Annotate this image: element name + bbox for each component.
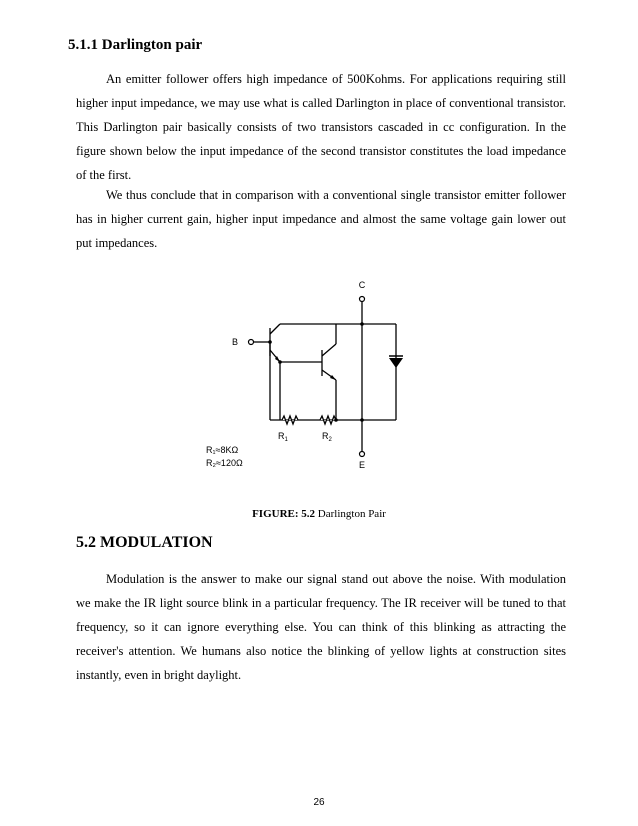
label-r1 bbox=[278, 431, 289, 443]
junction-dot bbox=[360, 418, 364, 422]
terminal-c-icon bbox=[360, 297, 365, 302]
paragraph-text: Modulation is the answer to make our signal stand out above the noise. With modulation we make the IR light source blink in a particular frequency. The IR receiver will be tuned to that frequency, so it can ignore everything else. You can think of this blinking as attracting the receiver's attention. We humans also notice the blinking of yellow lights at construction sites instantly, even in bright daylight. bbox=[76, 572, 566, 682]
diode-icon bbox=[389, 358, 403, 368]
figure-caption-text: Darlington Pair bbox=[317, 508, 386, 520]
junction-dot bbox=[278, 360, 282, 364]
circuit-wires bbox=[254, 302, 396, 452]
resistor-r2-icon bbox=[320, 416, 336, 424]
label-r2 bbox=[322, 431, 333, 443]
terminal-e-icon bbox=[360, 452, 365, 457]
junction-dot bbox=[360, 322, 364, 326]
resistor-value-r2: R₂≈120Ω bbox=[206, 458, 243, 468]
label-e: E bbox=[358, 460, 366, 470]
paragraph-modulation bbox=[76, 567, 566, 687]
paragraph-darlington-conclusion bbox=[76, 183, 566, 255]
label-r1-letter: R bbox=[278, 431, 285, 441]
paragraph-text: We thus conclude that in comparison with a conventional single transistor emitter follower has in higher current gain, higher input impedance and almost the same voltage gain lower out put impedances. bbox=[76, 188, 566, 250]
terminal-b-icon bbox=[249, 340, 254, 345]
section-heading-darlington-pair: 5.1.1 Darlington pair bbox=[68, 37, 203, 53]
figure-caption bbox=[0, 508, 638, 520]
paragraph-darlington-intro bbox=[76, 67, 566, 187]
junction-dot bbox=[334, 418, 338, 422]
paragraph-text: An emitter follower offers high impedance of 500Kohms. For applications requiring still higher input impedance, we may use what is called Darlington in place of conventional transistor. This Darlington pair basically consists of two transistors cascaded in cc configuration. In the figure shown below the input impedance of the second transistor constitutes the load impedance of the first. bbox=[76, 72, 566, 182]
figure-caption-label: FIGURE: 5.2 bbox=[252, 508, 316, 520]
page-number: 26 bbox=[313, 797, 325, 808]
label-b: B bbox=[232, 337, 239, 347]
resistor-r1-icon bbox=[282, 416, 298, 424]
label-r1-sub: 1 bbox=[284, 437, 288, 443]
label-c: C bbox=[358, 280, 366, 290]
label-r2-sub: 2 bbox=[328, 437, 332, 443]
section-heading-modulation: 5.2 MODULATION bbox=[76, 534, 213, 551]
junction-dot bbox=[268, 340, 272, 344]
label-r2-letter: R bbox=[322, 431, 329, 441]
resistor-value-r1: R₁≈8KΩ bbox=[206, 445, 239, 455]
darlington-circuit-diagram bbox=[196, 272, 426, 477]
